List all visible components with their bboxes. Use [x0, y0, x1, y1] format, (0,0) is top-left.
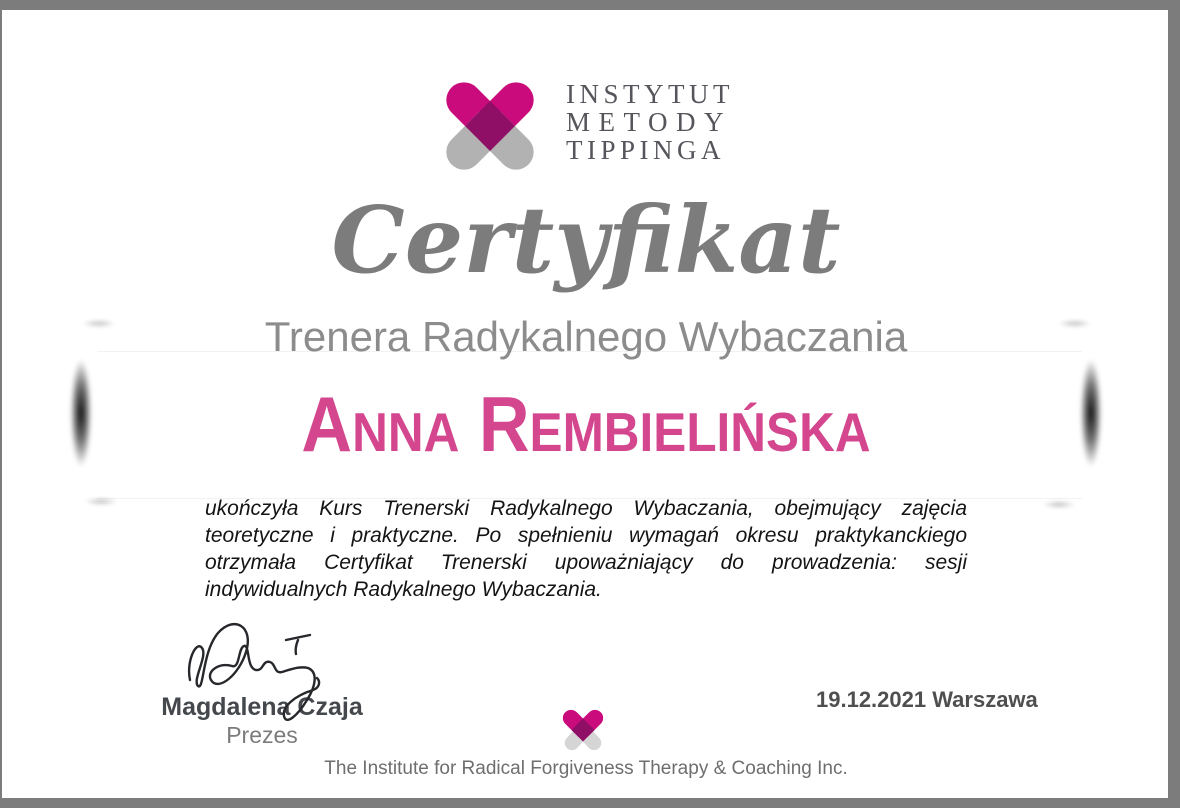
certificate-page [2, 10, 1168, 798]
logo-wordmark [566, 80, 734, 164]
logo-header [2, 74, 1170, 178]
issue-date-place: 19.12.2021 Warszawa [816, 687, 1038, 712]
banner-corner-shadow [1042, 500, 1076, 509]
banner-corner-shadow [1058, 319, 1092, 328]
logo-line-1: INSTYTUT [566, 79, 734, 109]
signature-tbar-stroke [286, 635, 310, 654]
certificate-title: Certyfikat [331, 186, 841, 294]
signatory-role: Prezes [226, 722, 298, 748]
signature-descender-stroke [284, 668, 319, 720]
institute-footer-text: The Institute for Radical Forgiveness Therapy & Coaching Inc. [324, 758, 848, 779]
logo-line-3: TIPPINGA [566, 135, 726, 165]
signatory-name: Magdalena Czaja [161, 693, 363, 721]
banner-corner-shadow [82, 319, 116, 328]
handwritten-signature [180, 618, 352, 734]
tipping-heart-logo-icon [438, 74, 542, 178]
certificate-body-text: ukończyła Kurs Trenerski Radykalnego Wybaczania, obejmujący zajęcia teoretyczne i praktyczne. Po spełnieniu wymagań okresu praktykanckiego otrzymała Certyfikat Trenerski upoważniający do prowadzenia: sesji indywidualnych Radykalnego Wybaczania. [205, 497, 967, 601]
logo-line-2: METODY [566, 107, 733, 137]
small-heart-icon [559, 706, 607, 754]
signature-stroke [189, 624, 308, 686]
certificate-subtitle: Trenera Radykalnego Wybaczania [264, 313, 908, 360]
recipient-name: Anna Rembielińska [301, 380, 871, 468]
banner-corner-shadow [84, 497, 118, 506]
